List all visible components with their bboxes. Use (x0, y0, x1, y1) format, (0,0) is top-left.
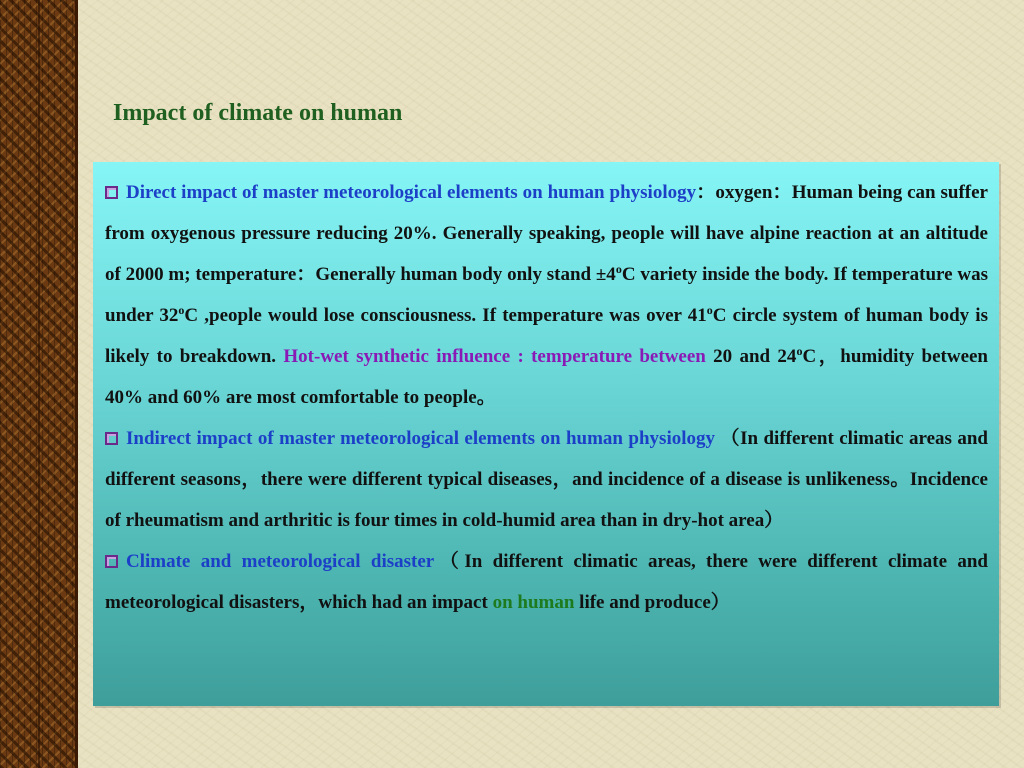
highlight-text: on human (492, 592, 575, 613)
checkbox-bullet-icon (105, 432, 118, 445)
bullet-text: ：oxygen：Human being can suffer from oxygenous pressure reducing 20%. Generally speaking, people will have alpine reaction at an altitude of 2000 m; temperature：Generally human body only stand ±4 (105, 182, 988, 285)
strip-seam (38, 0, 40, 768)
bullet-text: C variety inside the body. If temperature was under 32 (105, 264, 988, 326)
bullet-text: （In different climatic areas, there were different climate and meteorological disasters，which had an impact (105, 551, 988, 613)
bullet-text: （In different climatic areas and different seasons，there were different typical diseases，and incidence of a disease is unlikeness。Incidence of rheumatism and arthritic is four times in cold-humid area than in dry-hot area） (105, 428, 988, 531)
degree-sup: o (796, 344, 803, 358)
bullet-text: C circle system of human body is likely to breakdown. (105, 305, 988, 367)
degree-sup: o (615, 262, 622, 276)
bullet-heading: Indirect impact of master meteorological elements on human physiology (126, 428, 716, 449)
bullet-indirect-impact (105, 418, 988, 541)
bullet-text: 20 and 24 (705, 346, 797, 367)
bullet-text: C，humidity between 40% and 60% are most comfortable to people。 (105, 346, 989, 408)
bullet-heading: Climate and meteorological disaster (126, 551, 435, 572)
content-box (93, 162, 999, 706)
checkbox-bullet-icon (105, 186, 118, 199)
highlight-text: Hot-wet synthetic influence : temperature between (283, 346, 706, 367)
bullet-heading: Direct impact of master meteorological elements on human physiology (126, 182, 697, 203)
bullet-text: C ,people would lose consciousness. If temperature was over 41 (184, 305, 707, 326)
bullet-text: life and produce） (574, 592, 730, 613)
degree-sup: o (706, 303, 713, 317)
degree-sup: o (178, 303, 185, 317)
slide-title: Impact of climate on human (113, 100, 403, 126)
content-text (105, 172, 988, 623)
bullet-direct-impact (105, 172, 988, 418)
bullet-climate-disaster (105, 541, 988, 623)
checkbox-bullet-icon (105, 555, 118, 568)
